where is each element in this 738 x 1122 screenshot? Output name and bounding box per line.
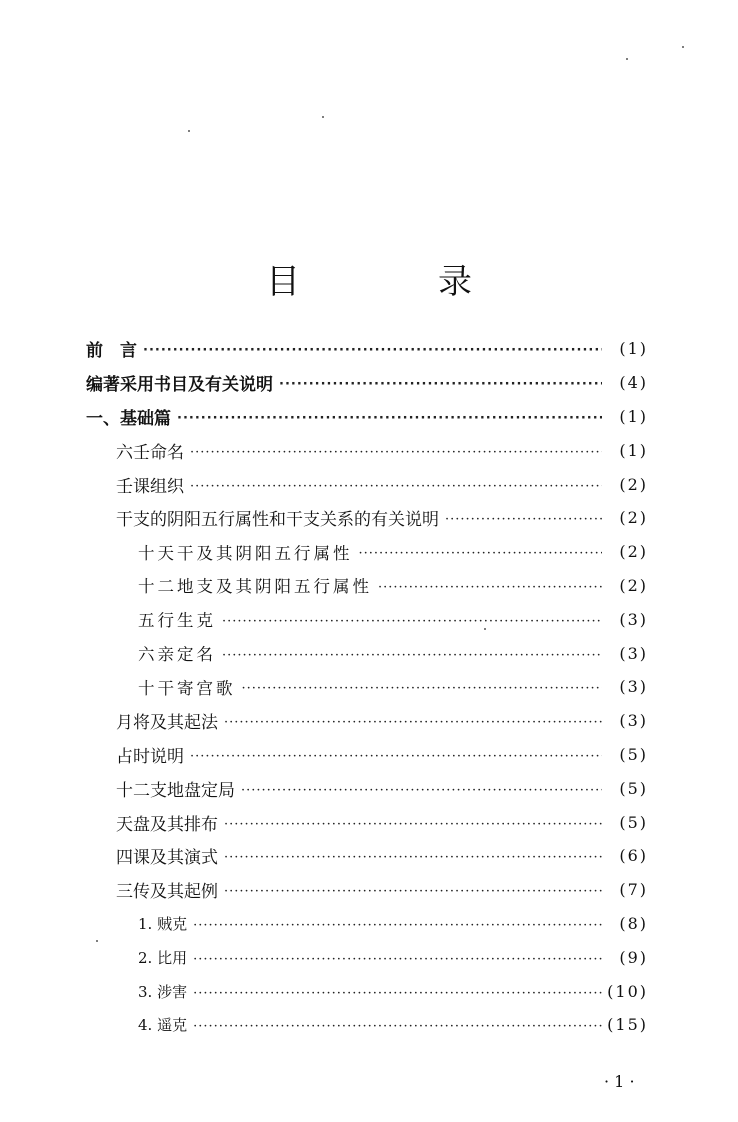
toc-leader-dots (242, 672, 603, 705)
toc-entry (86, 569, 648, 603)
toc-entry (86, 907, 648, 941)
toc-entry-page: (1) (619, 339, 648, 359)
toc-entry-title: 占时说明 (116, 746, 184, 767)
scan-speck (322, 116, 324, 118)
toc-entry-title: 3. 涉害 (138, 982, 188, 1001)
toc-entry-page: (9) (619, 947, 648, 967)
toc-entry (86, 433, 648, 467)
toc-entry-page: (15) (607, 1015, 648, 1035)
toc-entry-title: 十天干及其阴阳五行属性 (138, 543, 353, 563)
toc-leader-dots (193, 977, 602, 1010)
toc-entry-title: 1. 贼克 (138, 914, 188, 933)
toc-entry (86, 704, 648, 738)
toc-leader-dots (190, 436, 602, 469)
toc-entry-title: 壬课组织 (116, 476, 184, 497)
toc-entry (86, 332, 648, 366)
toc-entry-title: 十二支地盘定局 (116, 780, 235, 801)
toc-entry-title: 天盘及其排布 (116, 814, 218, 835)
toc-entry-page: (2) (619, 575, 648, 595)
toc-leader-dots (224, 875, 602, 908)
toc-entry-page: (3) (619, 711, 648, 731)
toc-leader-dots (177, 402, 602, 435)
toc-entry-title: 干支的阴阳五行属性和干支关系的有关说明 (116, 510, 439, 531)
scan-speck (682, 46, 684, 48)
toc-entry (86, 805, 648, 839)
toc-entry-title: 月将及其起法 (116, 713, 218, 734)
toc-entry-title: 三传及其起例 (116, 882, 218, 903)
toc-entry-page: (5) (619, 778, 648, 798)
page-title: 目 录 (266, 262, 524, 302)
toc-entry-title: 编著采用书目及有关说明 (86, 375, 273, 396)
toc-entry-page: (5) (619, 812, 648, 832)
toc-entry-title: 十二地支及其阴阳五行属性 (138, 577, 372, 597)
toc-leader-dots (279, 368, 602, 401)
toc-entry-title: 十干寄宫歌 (138, 678, 236, 698)
toc-entry-page: (6) (619, 846, 648, 866)
toc-entry-page: (2) (619, 542, 648, 562)
toc-leader-dots (193, 1010, 602, 1043)
toc-leader-dots (143, 334, 602, 367)
toc-entry (86, 602, 648, 636)
toc-entry (86, 940, 648, 974)
page-number-footer: · 1 · (604, 1072, 635, 1091)
toc-leader-dots (190, 740, 602, 773)
toc-entry (86, 636, 648, 670)
toc-leader-dots (193, 909, 602, 942)
toc-entry (86, 535, 648, 569)
toc-entry-page: (10) (607, 981, 648, 1001)
toc-entry (86, 738, 648, 772)
toc-entry-page: (2) (619, 508, 648, 528)
toc-entry-page: (1) (619, 440, 648, 460)
toc-leader-dots (241, 774, 602, 807)
toc-entry-title: 六亲定名 (138, 645, 216, 665)
toc-entry-title: 2. 比用 (138, 948, 188, 967)
scan-speck (188, 130, 190, 132)
toc-entry (86, 974, 648, 1008)
toc-leader-dots (190, 470, 602, 503)
toc-entry (86, 366, 648, 400)
toc-entry (86, 1008, 648, 1042)
toc-leader-dots (193, 943, 602, 976)
toc-entry-page: (4) (619, 373, 648, 393)
toc-entry (86, 771, 648, 805)
scan-speck (484, 628, 486, 630)
toc-leader-dots (222, 605, 602, 638)
table-of-contents (86, 332, 648, 1042)
toc-entry-title: 前 言 (86, 341, 137, 362)
toc-entry (86, 467, 648, 501)
toc-entry-title: 一、基础篇 (86, 408, 171, 429)
toc-entry (86, 873, 648, 907)
toc-entry-title: 六壬命名 (116, 442, 184, 463)
toc-entry (86, 501, 648, 535)
toc-entry (86, 839, 648, 873)
toc-leader-dots (378, 571, 602, 604)
toc-entry-page: (3) (619, 677, 648, 697)
toc-entry (86, 400, 648, 434)
toc-entry-title: 4. 遥克 (138, 1016, 188, 1035)
toc-entry-page: (1) (619, 406, 648, 426)
toc-entry-page: (8) (619, 913, 648, 933)
toc-entry-page: (3) (619, 643, 648, 663)
toc-entry-page: (2) (619, 474, 648, 494)
toc-leader-dots (445, 503, 602, 536)
toc-leader-dots (224, 706, 602, 739)
toc-entry-page: (5) (619, 744, 648, 764)
toc-leader-dots (224, 841, 602, 874)
toc-leader-dots (224, 808, 602, 841)
toc-entry-title: 五行生克 (138, 611, 216, 631)
toc-entry-title: 四课及其演式 (116, 848, 218, 869)
scan-speck (626, 58, 628, 60)
toc-leader-dots (359, 537, 603, 570)
toc-entry-page: (7) (619, 880, 648, 900)
toc-leader-dots (222, 639, 602, 672)
scan-speck (96, 940, 98, 942)
toc-entry-page: (3) (619, 609, 648, 629)
toc-entry (86, 670, 648, 704)
